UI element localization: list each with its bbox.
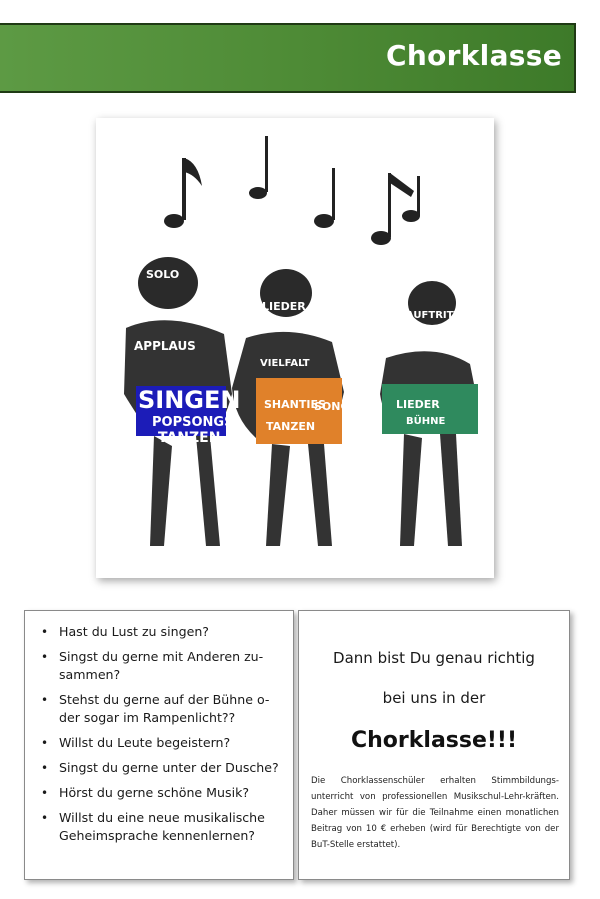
- question-text: Stehst du gerne auf der Bühne o- der sogar im Rampenlicht??: [59, 692, 270, 725]
- question-text: Willst du Leute begeistern?: [59, 735, 231, 750]
- question-text: Willst du eine neue musikalische Geheimsprache kennenlernen?: [59, 810, 265, 843]
- word-solo: SOLO: [146, 268, 180, 281]
- word-vielfalt: VIELFALT: [260, 358, 310, 369]
- list-item: [39, 691, 285, 727]
- word-tanzen: TANZEN: [158, 430, 221, 446]
- word-buehne: BÜHNE: [406, 416, 446, 427]
- word-lieder-2: LIEDER: [396, 398, 440, 411]
- bullet-icon: •: [41, 625, 49, 639]
- bullet-icon: •: [41, 736, 49, 750]
- word-lieder: LIEDER: [262, 300, 306, 313]
- question-text: Hörst du gerne schöne Musik?: [59, 785, 250, 800]
- list-item: [39, 784, 285, 802]
- list-item: [39, 648, 285, 684]
- word-shanties: SHANTIES: [264, 398, 326, 411]
- list-item: [39, 759, 285, 777]
- question-text: Singst du gerne unter der Dusche?: [59, 760, 279, 775]
- info-box: [298, 610, 570, 880]
- word-songs: SONGS: [314, 400, 358, 413]
- list-item: [39, 734, 285, 752]
- bullet-icon: •: [41, 786, 49, 800]
- info-title: Chorklasse!!!: [351, 728, 517, 753]
- word-rockstar: ROCKSTAR: [404, 332, 464, 343]
- bullet-icon: •: [41, 650, 49, 664]
- bullet-icon: •: [41, 761, 49, 775]
- header-bar: [0, 23, 576, 93]
- word-popsongs: POPSONGS: [152, 415, 234, 430]
- wordcloud-illustration: [96, 118, 494, 578]
- music-notes-icon: [164, 136, 420, 245]
- choir-silhouette-wordcloud: [96, 118, 494, 578]
- info-headline: Dann bist Du genau richtig: [333, 649, 535, 667]
- info-description: Die Chorklassenschüler erhalten Stimmbildungs-unterricht von professionellen Musikschul-Lehr-kräften. Daher müssen wir für die Teilnahme einen monatlichen Beitrag von 10 € erheben (wird für Berechtigte von der BuT-Stelle erstattet).: [311, 776, 559, 850]
- word-singen: SINGEN: [138, 386, 241, 414]
- word-tanzen-2: TANZEN: [266, 420, 316, 433]
- word-applaus: APPLAUS: [134, 339, 196, 353]
- bullet-icon: •: [41, 811, 49, 825]
- info-subline: bei uns in der: [382, 689, 486, 707]
- question-text: Hast du Lust zu singen?: [59, 624, 209, 639]
- word-auftritte: AUFTRITTE: [406, 310, 468, 321]
- page-title: Chorklasse: [386, 39, 562, 72]
- question-text: Singst du gerne mit Anderen zu- sammen?: [59, 649, 264, 682]
- list-item: [39, 623, 285, 641]
- bullet-icon: •: [41, 693, 49, 707]
- questions-box: [24, 610, 294, 880]
- list-item: [39, 809, 285, 845]
- questions-list: [25, 611, 293, 845]
